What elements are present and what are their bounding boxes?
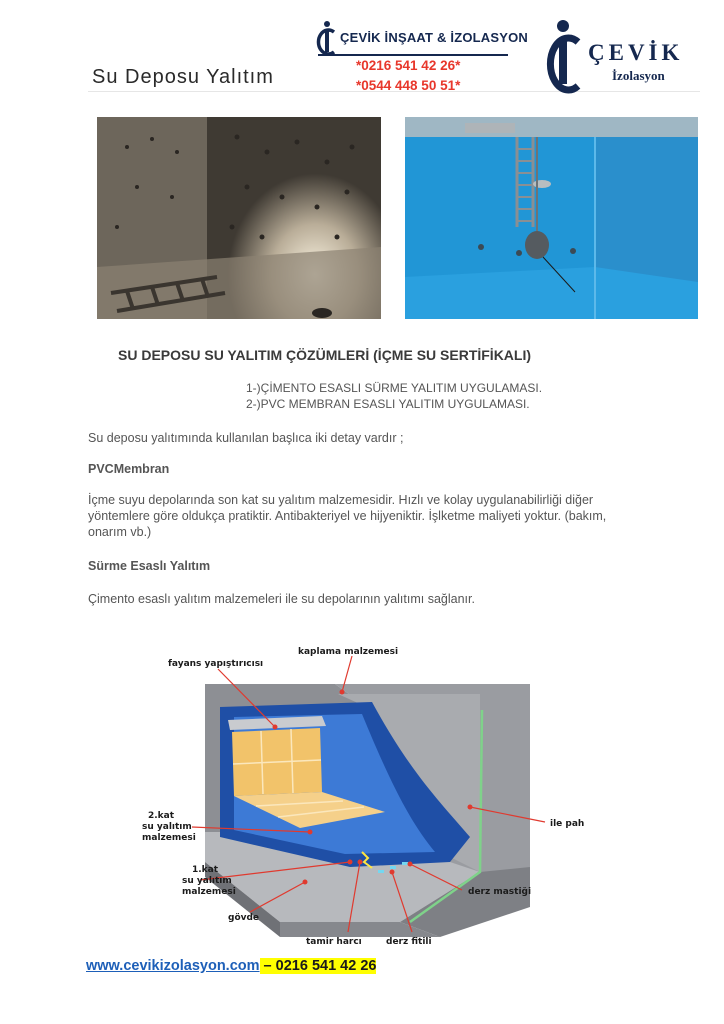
footer	[86, 958, 376, 974]
phone-number-2: *0544 448 50 51*	[356, 78, 461, 93]
concrete-tank-photo	[97, 117, 381, 319]
website-link[interactable]: www.cevikizolasyon.com	[86, 958, 260, 974]
company-divider	[318, 54, 508, 56]
label-birinci-kat-malz: malzemesi	[182, 887, 236, 897]
footer-phone: – 0216 541 42 26	[259, 958, 377, 974]
list-item: 2-)PVC MEMBRAN ESASLI YALITIM UYGULAMASI.	[246, 397, 530, 411]
label-birinci-kat-su: su yalıtım	[182, 876, 232, 886]
insulation-diagram	[110, 632, 610, 952]
company-name: ÇEVİK İNŞAAT & İZOLASYON	[340, 30, 529, 45]
label-ikinci-kat: 2.kat	[148, 811, 175, 821]
label-ikinci-kat-su: su yalıtım	[142, 822, 192, 832]
logo-subtitle-text: İzolasyon	[612, 68, 665, 83]
label-derz-fitili: derz fitili	[386, 937, 432, 947]
label-govde: gövde	[228, 913, 260, 923]
logo-brand-text: ÇEVİK	[588, 40, 684, 65]
page-title: Su Deposu Yalıtım	[92, 66, 274, 88]
surme-title: Sürme Esaslı Yalıtım	[88, 559, 211, 573]
intro-text: Su deposu yalıtımında kullanılan başlıca iki detay vardır ;	[88, 431, 404, 445]
label-ikinci-kat-malz: malzemesi	[142, 833, 196, 843]
label-derz-mastigi: derz mastiği	[468, 887, 532, 897]
label-fayans: fayans yapıştırıcısı	[168, 659, 264, 669]
pvc-membrane-tank-photo	[405, 117, 698, 319]
cevik-logo-icon	[538, 18, 588, 94]
list-item: 1-)ÇİMENTO ESASLI SÜRME YALITIM UYGULAMASI.	[246, 381, 543, 395]
label-tamir: tamir harcı	[306, 937, 362, 947]
phone-number-1: *0216 541 42 26*	[356, 58, 461, 73]
label-birinci-kat: 1.kat	[192, 865, 219, 875]
label-kaplama: kaplama malzemesi	[298, 647, 399, 657]
section-heading: SU DEPOSU SU YALITIM ÇÖZÜMLERİ (İÇME SU SERTİFİKALI)	[118, 347, 532, 363]
pvc-membrane-text: İçme suyu depolarında son kat su yalıtım malzemesidir. Hızlı ve kolay uygulanabilirliği diğer yöntemlere göre oldukça pratiktir. Antibakteriyel ve hijyeniktir. İşlketme maliyeti yoktur. (bakım, onarım vb.)	[88, 493, 607, 539]
surme-text: Çimento esaslı yalıtım malzemeleri ile su depolarının yalıtımı sağlanır.	[88, 592, 475, 606]
pvc-membrane-title: PVCMembran	[88, 462, 170, 476]
label-ile-pah: ile pah	[550, 819, 585, 829]
company-mark-icon	[314, 18, 340, 58]
